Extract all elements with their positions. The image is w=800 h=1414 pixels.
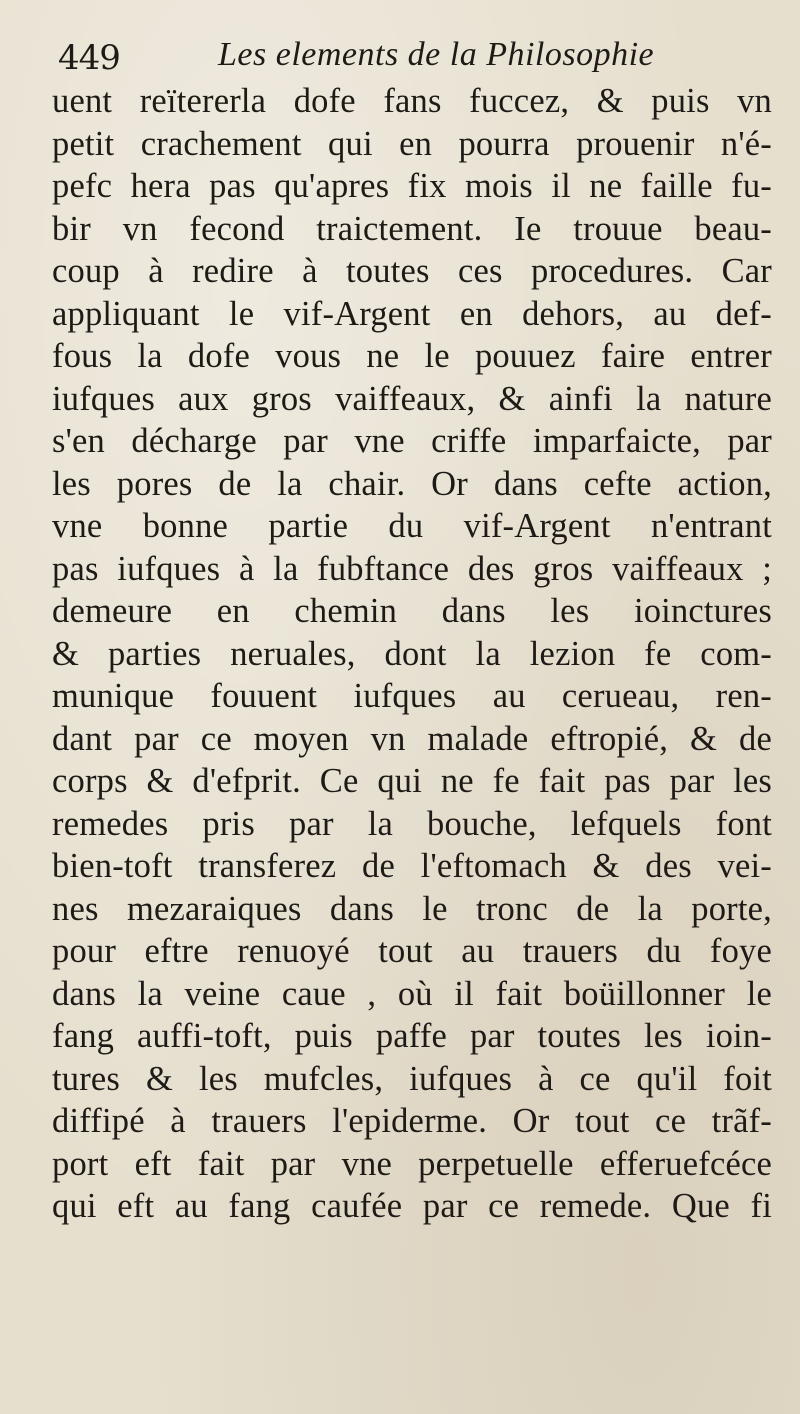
text-line: port eft fait par vne perpetuelle efferuefcéce [52,1144,772,1183]
text-line: vne bonne partie du vif-Argent n'entrant [52,507,772,545]
text-line: petit crachement qui en pourra prouenir n'é- [52,124,772,163]
text-line: les pores de la chair. Or dans cefte action, [52,464,772,503]
text-line: appliquant le vif-Argent en dehors, au def- [52,294,772,333]
text-line: coup à redire à toutes ces procedures. Car [52,252,772,290]
text-line: iufques aux gros vaiffeaux, & ainfi la nature [52,379,772,418]
page-number: 449 [58,38,120,78]
text-line: demeure en chemin dans les ioinctures [52,592,772,630]
text-line: pour eftre renuoyé tout au trauers du foye [52,932,772,970]
body-text [52,80,772,1228]
text-line: bir vn fecond traictement. Ie trouue beau- [52,209,772,248]
text-line: pas iufques à la fubftance des gros vaiffeaux ; [52,549,772,588]
text-line: bien-toft transferez de l'eftomach & des vei- [52,847,772,885]
text-line: fang auffi-toft, puis paffe par toutes les ioin- [52,1017,772,1055]
text-line: diffipé à trauers l'epiderme. Or tout ce trãf- [52,1102,772,1140]
page-header [58,30,758,78]
text-line: nes mezaraiques dans le tronc de la porte, [52,889,772,928]
text-line: uent reïtererla dofe fans fuccez, & puis vn [52,82,772,120]
text-line: remedes pris par la bouche, lefquels font [52,804,772,843]
text-line: tures & les mufcles, iufques à ce qu'il foit [52,1059,772,1098]
text-line: fous la dofe vous ne le pouuez faire entrer [52,337,772,375]
text-line: corps & d'efprit. Ce qui ne fe fait pas par les [52,762,772,800]
text-line: & parties neruales, dont la lezion fe com- [52,634,772,673]
running-head: Les elements de la Philosophie [218,36,655,73]
text-line: munique fouuent iufques au cerueau, ren- [52,677,772,715]
text-line: dant par ce moyen vn malade eftropié, & de [52,719,772,758]
text-line: pefc hera pas qu'apres fix mois il ne faille fu- [52,167,772,205]
text-line: dans la veine caue , où il fait boüillonner le [52,974,772,1013]
text-line: qui eft au fang caufée par ce remede. Que fi [52,1187,772,1225]
text-line: s'en décharge par vne criffe imparfaicte, par [52,422,772,460]
